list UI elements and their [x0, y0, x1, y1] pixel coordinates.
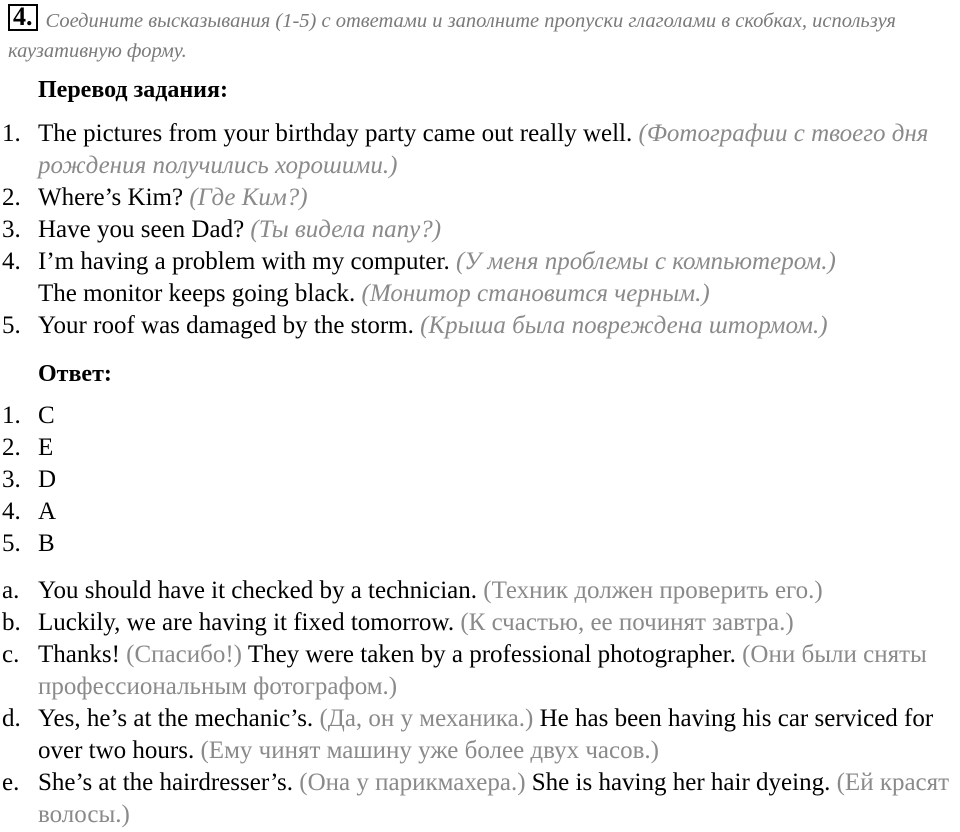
response-translation: (Ей красят волосы.)	[38, 769, 950, 828]
item-letter: e.	[2, 769, 20, 796]
response-text: You should have it checked by a technician.	[38, 577, 478, 604]
answer-letter: C	[38, 402, 55, 429]
answer-item	[0, 432, 960, 464]
response-text: He has been having his car serviced for over two hours.	[38, 705, 934, 764]
response-translation: (Техник должен проверить его.)	[483, 577, 823, 604]
statement-text: The pictures from your birthday party came out really well.	[38, 120, 633, 147]
translation-heading: Перевод задания:	[38, 77, 228, 103]
statement-item	[0, 118, 960, 182]
statement-item	[0, 310, 960, 342]
item-letter: c.	[2, 641, 20, 668]
statement-item	[0, 182, 960, 214]
response-text: They were taken by a professional photographer.	[247, 641, 736, 668]
item-number: 1.	[2, 402, 21, 429]
statement-translation: (Ты видела папу?)	[250, 216, 442, 243]
response-translation: (К счастью, ее починят завтра.)	[460, 609, 794, 636]
response-text: Yes, he’s at the mechanic’s.	[38, 705, 314, 732]
statement-text: I’m having a problem with my computer.	[38, 248, 450, 275]
answer-item	[0, 400, 960, 432]
item-number: 2.	[2, 184, 21, 211]
item-letter: b.	[2, 609, 21, 636]
answer-letter: E	[38, 434, 54, 461]
response-item	[0, 703, 960, 767]
response-translation: (Они были сняты профессиональным фотографом.)	[38, 641, 927, 700]
item-letter: a.	[2, 577, 20, 604]
item-number: 4.	[2, 498, 21, 525]
item-letter: d.	[2, 705, 21, 732]
item-number: 4.	[2, 248, 21, 275]
response-item	[0, 767, 960, 831]
response-text: Thanks!	[38, 641, 120, 668]
response-text: She is having her hair dyeing.	[531, 769, 831, 796]
statement-item	[0, 246, 960, 310]
item-number: 3.	[2, 216, 21, 243]
answer-item	[0, 496, 960, 528]
item-number: 5.	[2, 312, 21, 339]
answer-letter: B	[38, 530, 55, 557]
item-number: 2.	[2, 434, 21, 461]
item-number: 5.	[2, 530, 21, 557]
response-translation: (Спасибо!)	[126, 641, 242, 668]
response-translation: (Да, он у механика.)	[319, 705, 534, 732]
statement-text: Have you seen Dad?	[38, 216, 245, 243]
statement-translation: (У меня проблемы с компьютером.)	[455, 248, 836, 275]
response-item	[0, 575, 960, 607]
answer-letter: D	[38, 466, 57, 493]
statement-text: Your roof was damaged by the storm.	[38, 312, 414, 339]
response-translation: (Ему чинят машину уже более двух часов.)	[200, 737, 659, 764]
statement-text: The monitor keeps going black.	[38, 280, 356, 307]
response-item	[0, 639, 960, 703]
response-translation: (Она у парикмахера.)	[299, 769, 526, 796]
responses-list	[0, 575, 960, 831]
answer-letter: A	[38, 498, 57, 525]
statement-translation: (Крыша была повреждена штормом.)	[420, 312, 828, 339]
statement-translation: (Монитор становится черным.)	[361, 280, 710, 307]
answer-item	[0, 464, 960, 496]
answer-heading: Ответ:	[38, 361, 112, 387]
task-header	[8, 4, 948, 67]
statement-item	[0, 214, 960, 246]
response-text: She’s at the hairdresser’s.	[38, 769, 294, 796]
statement-translation: (Где Ким?)	[189, 184, 308, 211]
item-number: 1.	[2, 120, 21, 147]
answers-list	[0, 400, 960, 560]
response-item	[0, 607, 960, 639]
item-number: 3.	[2, 466, 21, 493]
statement-translation: (Фотографии с твоего дня рождения получились хорошими.)	[38, 120, 929, 179]
task-instruction: Соедините высказывания (1-5) с ответами и заполните пропуски глаголами в скобках, используя каузативную форму.	[8, 10, 896, 62]
response-text: Luckily, we are having it fixed tomorrow.	[38, 609, 455, 636]
answer-item	[0, 528, 960, 560]
task-number: 4.	[8, 4, 38, 31]
statements-list	[0, 118, 960, 342]
statement-text: Where’s Kim?	[38, 184, 184, 211]
